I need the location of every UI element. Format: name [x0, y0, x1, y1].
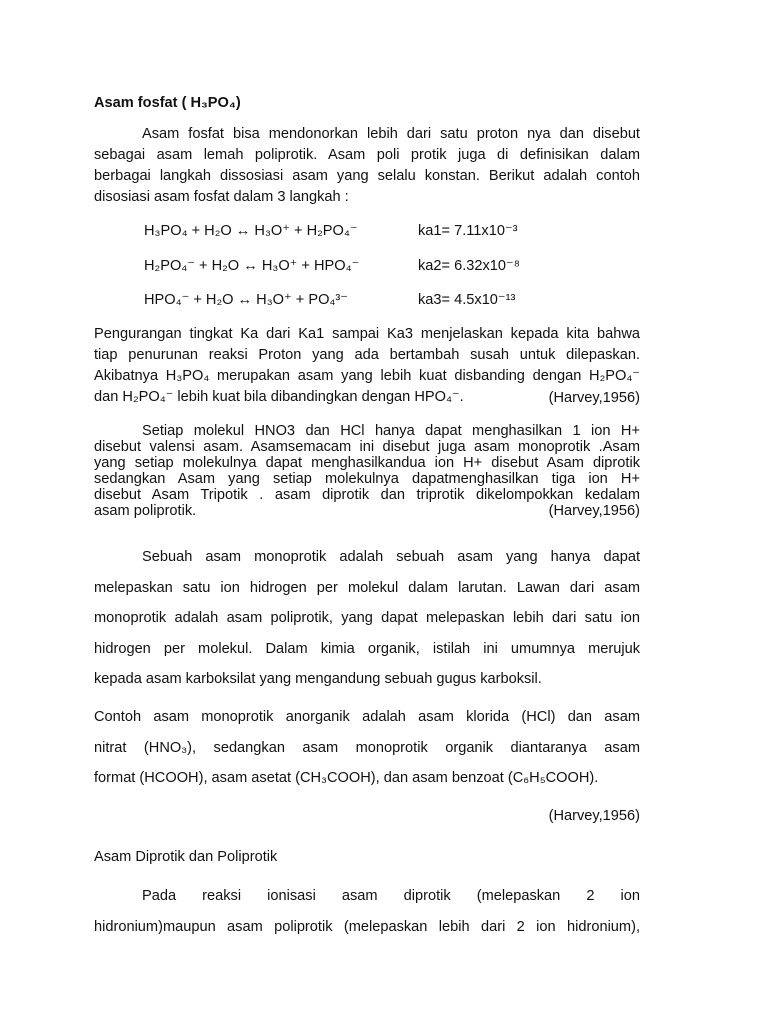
text-line: disebut valensi asam. Asamsemacam ini disebut juga asam monoprotik .Asam	[94, 439, 640, 455]
text-line: hidrogen per molekul. Dalam kimia organik, istilah ini umumnya merujuk	[94, 640, 640, 657]
section-title: Asam fosfat ( H₃PO₄)	[94, 95, 241, 111]
text-line: sebagai asam lemah poliprotik. Asam poli protik juga di definisikan dalam	[94, 147, 640, 163]
text-line: format (HCOOH), asam asetat (CH₃COOH), dan asam benzoat (C₆H₅COOH).	[94, 770, 599, 786]
text-line: Setiap molekul HNO3 dan HCl hanya dapat menghasilkan 1 ion H+	[142, 423, 640, 439]
text-line: yang setiap molekulnya dapat menghasilkandua ion H+ disebut Asam diprotik	[94, 455, 640, 471]
paragraph-intro	[94, 124, 640, 208]
citation: (Harvey,1956)	[548, 390, 640, 406]
text-line: Pengurangan tingkat Ka dari Ka1 sampai Ka3 menjelaskan kepada kita bahwa	[94, 326, 640, 342]
text-line: hidronium)maupun asam poliprotik (melepaskan lebih dari 2 ion hidronium),	[94, 918, 640, 935]
equation-constant: ka3= 4.5x10⁻¹³	[418, 292, 516, 308]
text-line: disosiasi asam fosfat dalam 3 langkah :	[94, 189, 349, 205]
citation: (Harvey,1956)	[548, 503, 640, 519]
text-line: asam poliprotik.	[94, 503, 197, 519]
text-line: kepada asam karboksilat yang mengandung sebuah gugus karboksil.	[94, 671, 542, 687]
text-line: sedangkan Asam yang setiap molekulnya dapatmenghasilkan tiga ion H+	[94, 471, 640, 487]
paragraph-monoprotic	[94, 542, 640, 695]
text-line: tiap penurunan reaksi Proton yang ada bertambah susah untuk dilepaskan.	[94, 347, 640, 363]
equation-reaction: H₃PO₄ + H₂O ↔ H₃O⁺ + H₂PO₄⁻	[144, 223, 358, 239]
text-line: Sebuah asam monoprotik adalah sebuah asam yang hanya dapat	[142, 549, 640, 565]
paragraph-examples	[94, 702, 640, 794]
text-line: nitrat (HNO₃), sedangkan asam monoprotik organik diantaranya asam	[94, 739, 640, 756]
text-line: disebut Asam Tripotik . asam diprotik dan triprotik dikelompokkan kedalam	[94, 487, 640, 503]
paragraph-diprotic	[94, 881, 640, 942]
equation-reaction: HPO₄⁻ + H₂O ↔ H₃O⁺ + PO₄³⁻	[144, 292, 348, 308]
equation-constant: ka1= 7.11x10⁻³	[418, 223, 518, 239]
text-line: dan H₂PO₄⁻ lebih kuat bila dibandingkan dengan HPO₄⁻.	[94, 389, 464, 405]
section-heading: Asam Diprotik dan Poliprotik	[94, 849, 278, 865]
text-line: melepaskan satu ion hidrogen per molekul dalam larutan. Lawan dari asam	[94, 579, 640, 596]
text-line: Akibatnya H₃PO₄ merupakan asam yang lebih kuat disbanding dengan H₂PO₄⁻	[94, 368, 640, 384]
text-line: Pada reaksi ionisasi asam diprotik (melepaskan 2 ion	[142, 888, 640, 904]
citation: (Harvey,1956)	[548, 808, 640, 824]
equation-row	[144, 257, 640, 277]
text-line: Contoh asam monoprotik anorganik adalah asam klorida (HCl) dan asam	[94, 709, 640, 725]
equation-row	[144, 291, 640, 311]
equation-constant: ka2= 6.32x10⁻⁸	[418, 258, 520, 274]
text-line: Asam fosfat bisa mendonorkan lebih dari satu proton nya dan disebut	[142, 126, 640, 142]
text-line: berbagai langkah dissosiasi asam yang selalu konstan. Berikut adalah contoh	[94, 168, 640, 184]
text-line: monoprotik adalah asam poliprotik, yang dapat melepaskan lebih dari satu ion	[94, 610, 640, 626]
equation-row	[144, 222, 640, 242]
equation-reaction: H₂PO₄⁻ + H₂O ↔ H₃O⁺ + HPO₄⁻	[144, 258, 360, 274]
